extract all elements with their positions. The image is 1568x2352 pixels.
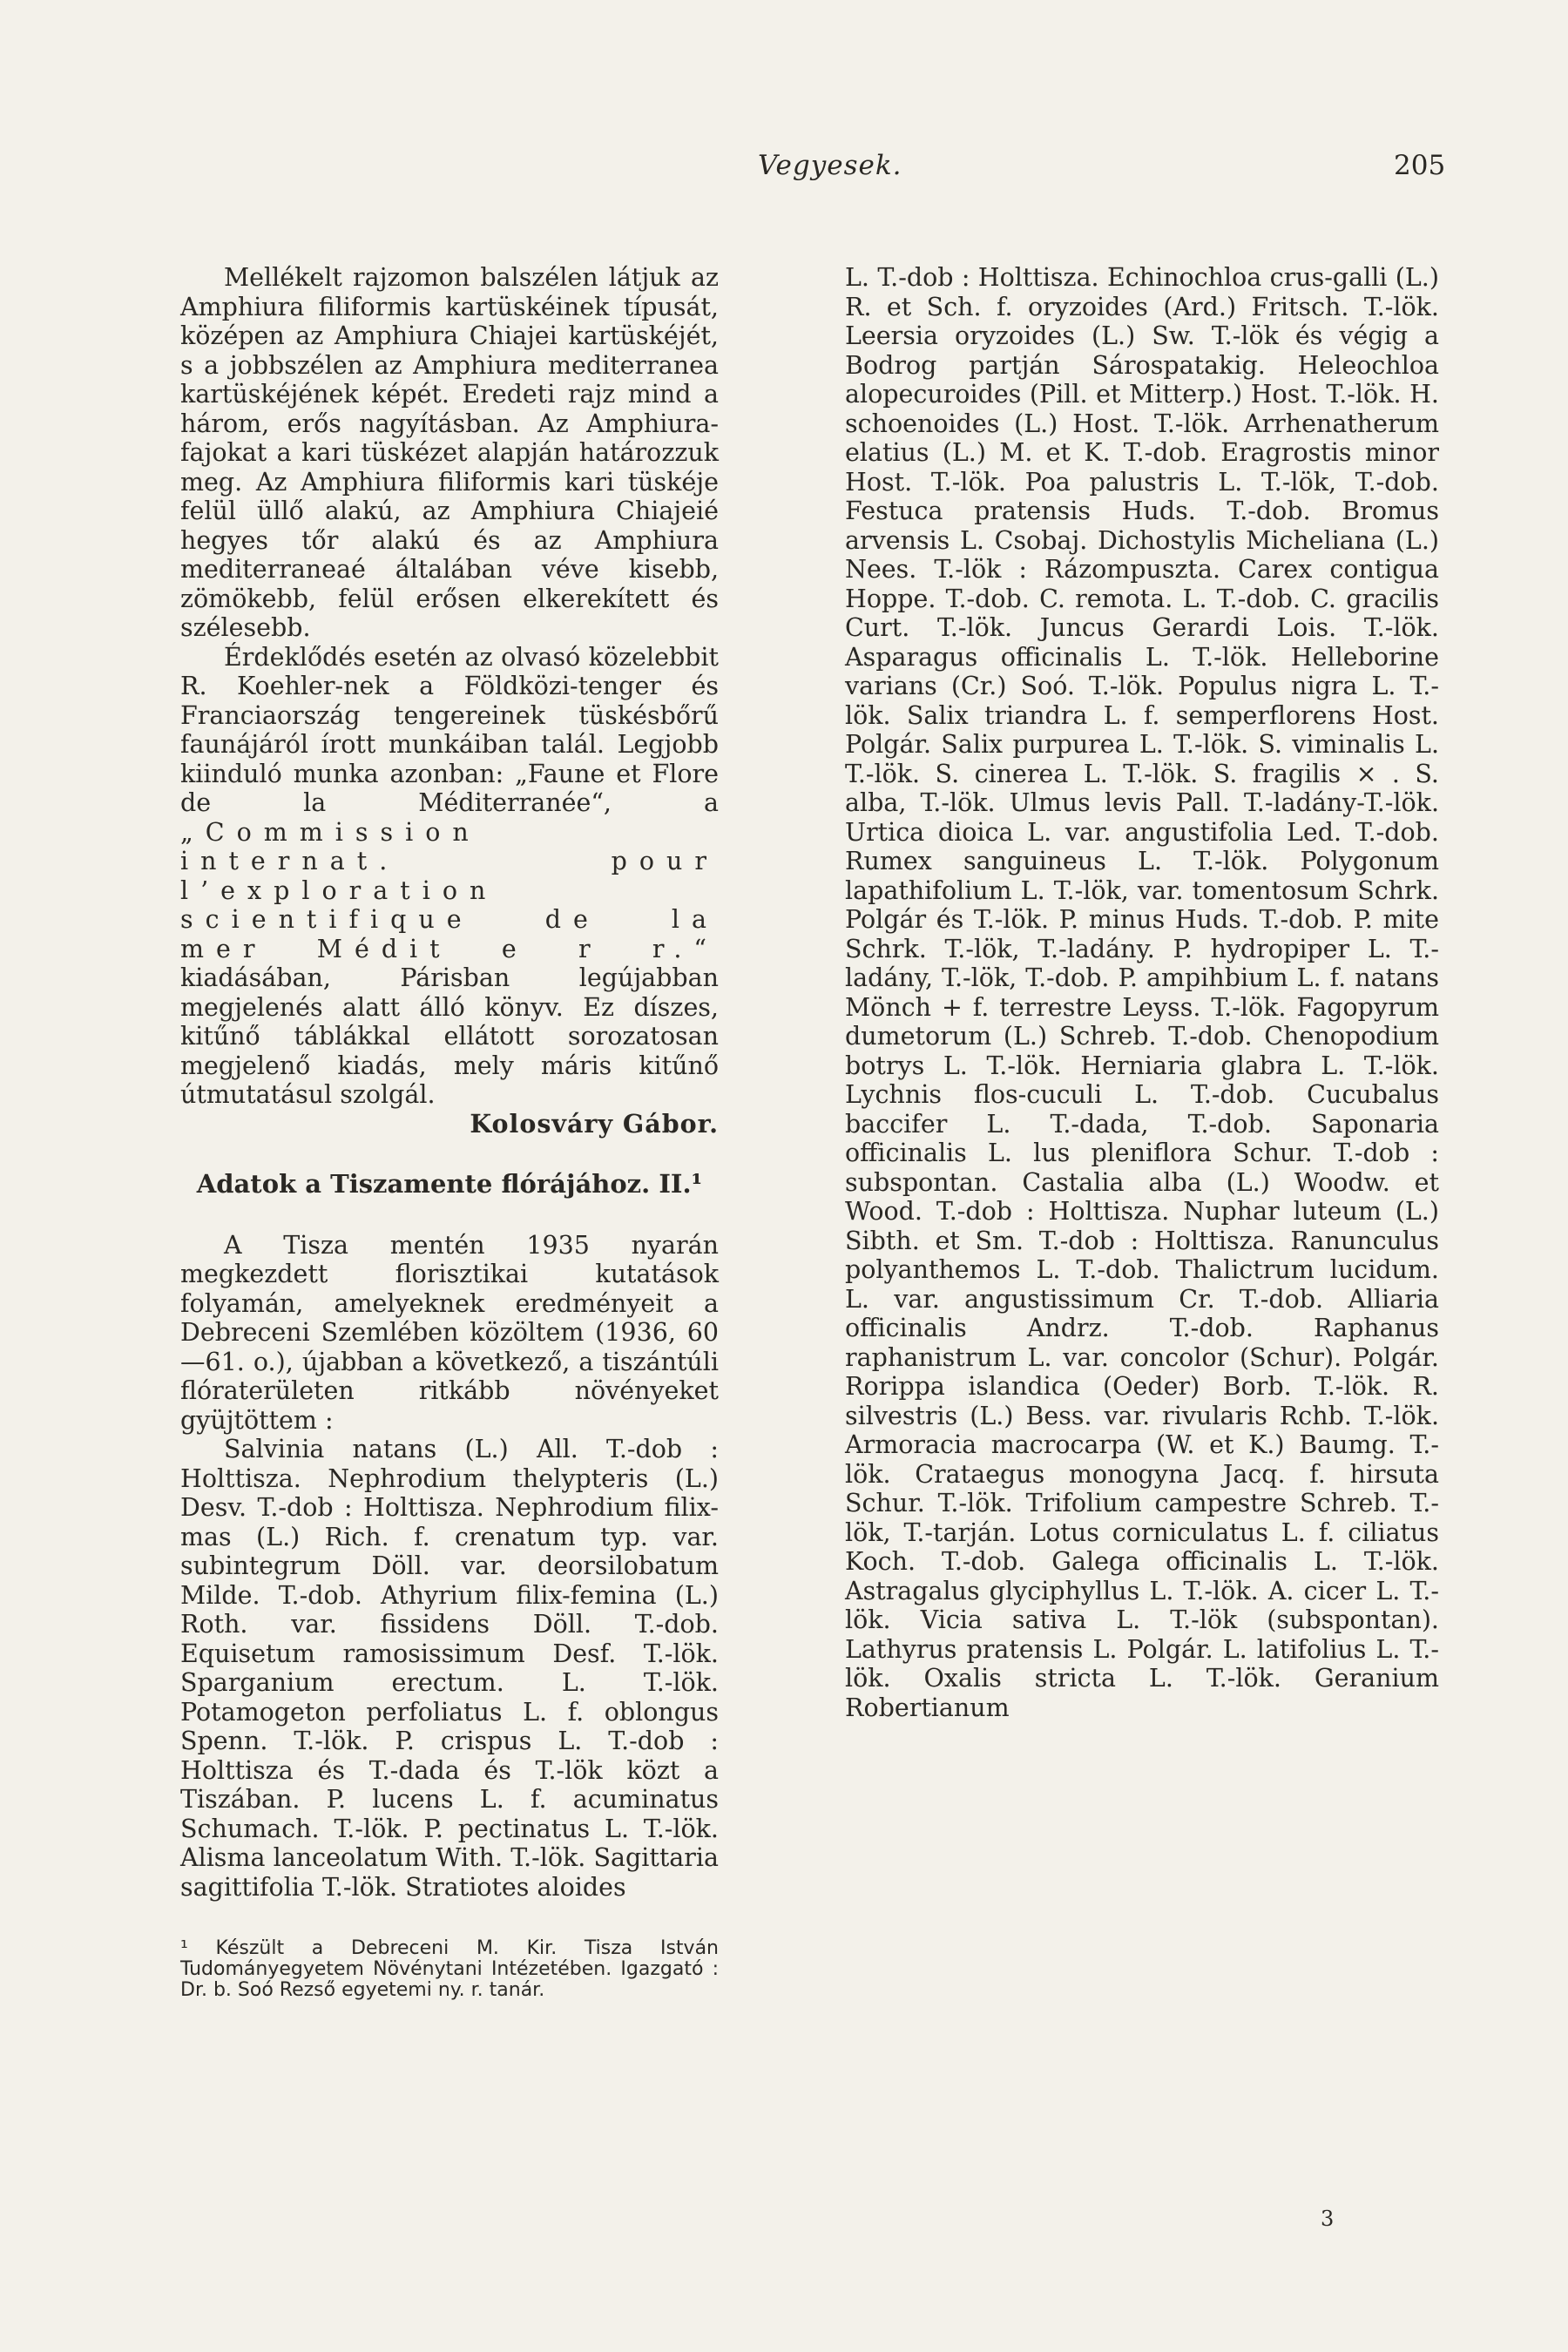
paragraph-references — [180, 643, 719, 1110]
paragraph-species-list: Salvinia natans (L.) All. T.-dob : Holttisza. Nephrodium thelypteris (L.) Desv. T.-dob : Holttisza. Nephrodium filix-mas (L.) Rich. f. crenatum typ. var. subintegrum Döll. var. deorsilobatum Milde. T.-dob. Athyrium filix-femina (L.) Roth. var. fissidens Döll. T.-dob. Equisetum ramosissimum Desf. T.-lök. Sparganium erectum. L. T.-lök. Potamogeton perfoliatus L. f. oblongus Spenn. T.-lök. P. crispus L. T.-dob : Holttisza és T.-dada és T.-lök közt a Tiszában. P. lucens L. f. acuminatus Schumach. T.-lök. P. pectinatus L. T.-lök. Alisma lanceolatum With. T.-lök. Sagittaria sagittifolia T.-lök. Stratiotes aloides — [180, 1435, 719, 1902]
paragraph-species-list-continued: L. T.-dob : Holttisza. Echinochloa crus-galli (L.) R. et Sch. f. oryzoides (Ard.) Fritsch. T.-lök. Leersia oryzoides (L.) Sw. T.-lök és végig a Bodrog partján Sárospatakig. Heleochloa alopecuroides (Pill. et Mitterp.) Host. T.-lök. H. schoenoides (L.) Host. T.-lök. Arrhenatherum elatius (L.) M. et K. T.-dob. Eragrostis minor Host. T.-lök. Poa palustris L. T.-lök, T.-dob. Festuca pratensis Huds. T.-dob. Bromus arvensis L. Csobaj. Dichostylis Micheliana (L.) Nees. T.-lök : Rázompuszta. Carex contigua Hoppe. T.-dob. C. remota. L. T.-dob. C. gracilis Curt. T.-lök. Juncus Gerardi Lois. T.-lök. Asparagus officinalis L. T.-lök. Helleborine varians (Cr.) Soó. T.-lök. Populus nigra L. T.-lök. Salix triandra L. f. semperflorens Host. Polgár. Salix purpurea L. T.-lök. S. viminalis L. T.-lök. S. cinerea L. T.-lök. S. fragilis × . S. alba, T.-lök. Ulmus levis Pall. T.-ladány-T.-lök. Urtica dioica L. var. angustifolia Led. T.-dob. Rumex sanguineus L. T.-lök. Polygonum lapathifolium L. T.-lök, var. tomentosum Schrk. Polgár és T.-lök. P. minus Huds. T.-dob. P. mite Schrk. T.-lök, T.-ladány. P. hydropiper L. T.-ladány, T.-lök, T.-dob. P. ampihbium L. f. natans Mönch + f. terrestre Leyss. T.-lök. Fagopyrum dumetorum (L.) Schreb. T.-dob. Chenopodium botrys L. T.-lök. Herniaria glabra L. T.-lök. Lychnis flos-cuculi L. T.-dob. Cucubalus baccifer L. T.-dada, T.-dob. Saponaria officinalis L. lus pleniflora Schur. T.-dob : subspontan. Castalia alba (L.) Woodw. et Wood. T.-dob : Holttisza. Nuphar luteum (L.) Sibth. et Sm. T.-dob : Holttisza. Ranunculus polyanthemos L. T.-dob. Thalictrum lucidum. L. var. angustissimum Cr. T.-dob. Alliaria officinalis Andrz. T.-dob. Raphanus raphanistrum L. var. concolor (Schur). Polgár. Rorippa islandica (Oeder) Borb. T.-lök. R. silvestris (L.) Bess. var. rivularis Rchb. T.-lök. Armoracia macrocarpa (W. et K.) Baumg. T.-lök. Crataegus monogyna Jacq. f. hirsuta Schur. T.-lök. Trifolium campestre Schreb. T.-lök, T.-tarján. Lotus corniculatus L. f. ciliatus Koch. T.-dob. Galega officinalis L. T.-lök. Astragalus glyciphyllus L. T.-lök. A. cicer L. T.-lök. Vicia sativa L. T.-lök (subspontan). Lathyrus pratensis L. Polgár. L. latifolius L. T.-lök. Oxalis stricta L. T.-lök. Geranium Robertianum — [845, 263, 1439, 1722]
right-column — [845, 263, 1439, 1722]
paragraph-intro: A Tisza mentén 1935 nyarán megkezdett florisztikai kutatások folyamán, amelyeknek eredményeit a Debreceni Szemlében közöltem (1936, 60—61. o.), újabban a következő, a tiszántúli flóraterületen ritkább növényeket gyüjtöttem : — [180, 1230, 719, 1435]
left-column — [180, 263, 719, 2001]
running-head: Vegyesek. — [758, 150, 902, 181]
paragraph-drawing-description: Mellékelt rajzomon balszélen látjuk az Amphiura filiformis kartüskéinek típusát, középen az Amphiura Chiajei kartüskéjét, s a jobbszélen az Amphiura mediterranea kartüskéjének képét. Eredeti rajz mind a három, erős nagyításban. Az Amphiura-fajokat a kari tüskézet alapján határozzuk meg. Az Amphiura filiformis kari tüskéje felül üllő alakú, az Amphiura Chiajeié hegyes tőr alakú és az Amphiura mediterraneaé általában véve kisebb, zömökebb, felül erősen elkerekített és szélesebb. — [180, 263, 719, 642]
footnote: ¹ Készült a Debreceni M. Kir. Tisza István Tudományegyetem Növénytani Intézetében. Igazgató : Dr. b. Soó Rezső egyetemi ny. r. tanár. — [180, 1937, 719, 2001]
section-heading: Adatok a Tiszamente flórájához. II.¹ — [196, 1169, 703, 1199]
page-number: 205 — [1394, 150, 1446, 181]
paragraph-references-text-a: Érdeklődés esetén az olvasó közelebbit R. Koehler-nek a Földközi-tenger és Franciaország tengereinek tüskésbőrű faunájáról írott munkáiban talál. Legjobb kiinduló munka azonban: „Faune et Flore de la Méditerranée“, a — [180, 642, 719, 817]
paragraph-references-text-b: kiadásában, Párisban legújabban megjelenés alatt álló könyv. Ez díszes, kitűnő táblákkal ellátott sorozatosan megjelenő kiadás, mely máris kitűnő útmutatásul szolgál. — [180, 963, 719, 1109]
paragraph-references-spaced: „Commission internat. pour l’exploration scientifique de la mer Médit e r r.“ — [180, 817, 719, 963]
sheet-mark: 3 — [1321, 2207, 1335, 2231]
author-signature: Kolosváry Gábor. — [470, 1108, 719, 1139]
